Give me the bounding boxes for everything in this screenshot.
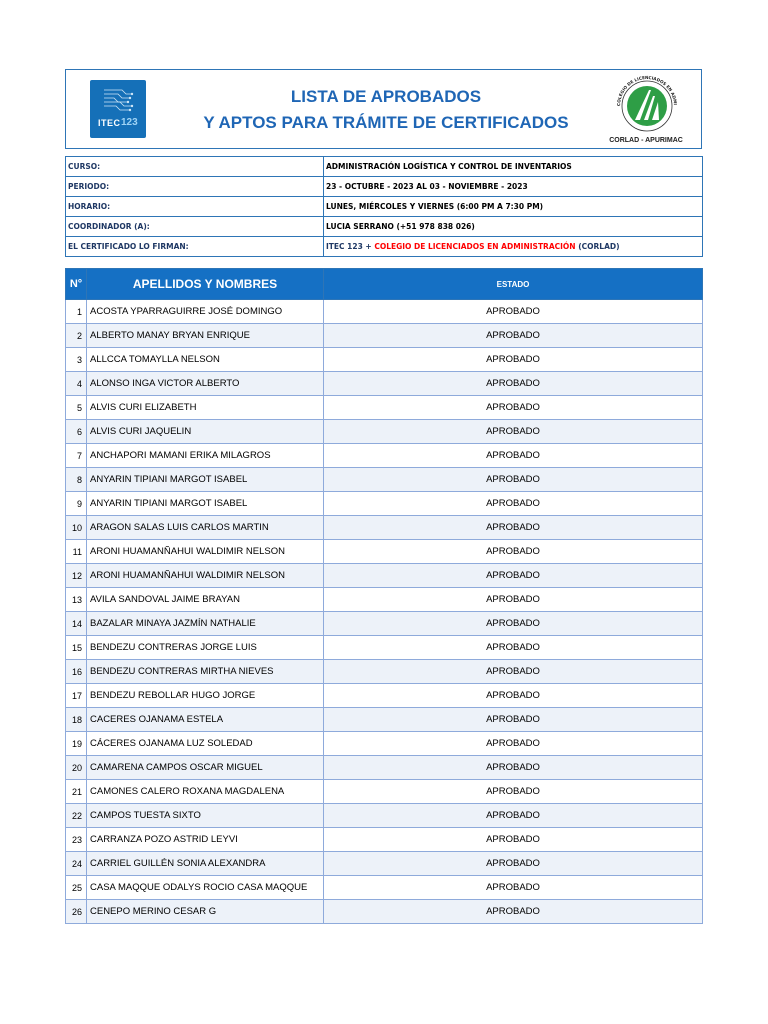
student-name: ANYARIN TIPIANI MARGOT ISABEL — [87, 492, 324, 516]
table-row — [66, 732, 703, 756]
student-status: APROBADO — [324, 564, 703, 588]
table-row — [66, 348, 703, 372]
student-name: ARONI HUAMANÑAHUI WALDIMIR NELSON — [87, 540, 324, 564]
student-name: BENDEZU REBOLLAR HUGO JORGE — [87, 684, 324, 708]
table-row — [66, 324, 703, 348]
column-header-number: N° — [66, 269, 87, 300]
info-value: LUCIA SERRANO (+51 978 838 026) — [324, 217, 703, 237]
table-row — [66, 780, 703, 804]
row-number: 3 — [66, 348, 87, 372]
row-number: 5 — [66, 396, 87, 420]
student-status: APROBADO — [324, 900, 703, 924]
row-number: 20 — [66, 756, 87, 780]
row-number: 13 — [66, 588, 87, 612]
student-status: APROBADO — [324, 780, 703, 804]
info-label: HORARIO: — [66, 197, 324, 217]
row-number: 25 — [66, 876, 87, 900]
student-name: ACOSTA YPARRAGUIRRE JOSÉ DOMINGO — [87, 300, 324, 324]
info-row-coordinator — [66, 217, 703, 237]
student-status: APROBADO — [324, 612, 703, 636]
row-number: 14 — [66, 612, 87, 636]
signers-part-colegio: COLEGIO DE LICENCIADOS EN ADMINISTRACIÓN — [374, 242, 576, 251]
student-status: APROBADO — [324, 660, 703, 684]
row-number: 4 — [66, 372, 87, 396]
table-row — [66, 492, 703, 516]
table-row — [66, 540, 703, 564]
student-name: ALLCCA TOMAYLLA NELSON — [87, 348, 324, 372]
table-row — [66, 756, 703, 780]
row-number: 10 — [66, 516, 87, 540]
student-name: CARRANZA POZO ASTRID LEYVI — [87, 828, 324, 852]
info-label: COORDINADOR (A): — [66, 217, 324, 237]
table-row — [66, 684, 703, 708]
corlad-label: CORLAD - APURIMAC — [609, 137, 683, 144]
student-status: APROBADO — [324, 516, 703, 540]
table-row — [66, 852, 703, 876]
row-number: 7 — [66, 444, 87, 468]
row-number: 6 — [66, 420, 87, 444]
student-status: APROBADO — [324, 636, 703, 660]
document-header — [65, 69, 702, 149]
signers-value — [324, 237, 703, 257]
info-row-schedule — [66, 197, 703, 217]
row-number: 2 — [66, 324, 87, 348]
table-row — [66, 828, 703, 852]
table-row — [66, 516, 703, 540]
row-number: 26 — [66, 900, 87, 924]
document-title-line1: LISTA DE APROBADOS — [290, 87, 482, 106]
row-number: 1 — [66, 300, 87, 324]
table-header-row — [66, 269, 703, 300]
itec-logo-graphic — [100, 86, 136, 114]
info-label: PERIODO: — [66, 177, 324, 197]
row-number: 12 — [66, 564, 87, 588]
student-name: BENDEZU CONTRERAS JORGE LUIS — [87, 636, 324, 660]
student-name: CARRIEL GUILLÉN SONIA ALEXANDRA — [87, 852, 324, 876]
info-value: ADMINISTRACIÓN LOGÍSTICA Y CONTROL DE INVENTARIOS — [324, 157, 703, 177]
row-number: 8 — [66, 468, 87, 492]
row-number: 17 — [66, 684, 87, 708]
table-row — [66, 468, 703, 492]
row-number: 23 — [66, 828, 87, 852]
student-name: CAMONES CALERO ROXANA MAGDALENA — [87, 780, 324, 804]
student-status: APROBADO — [324, 876, 703, 900]
course-info-table — [65, 156, 703, 257]
student-name: ALBERTO MANAY BRYAN ENRIQUE — [87, 324, 324, 348]
student-status: APROBADO — [324, 684, 703, 708]
row-number: 19 — [66, 732, 87, 756]
student-name: ANYARIN TIPIANI MARGOT ISABEL — [87, 468, 324, 492]
student-name: ALVIS CURI ELIZABETH — [87, 396, 324, 420]
student-name: CENEPO MERINO CESAR G — [87, 900, 324, 924]
student-status: APROBADO — [324, 540, 703, 564]
student-name: CAMPOS TUESTA SIXTO — [87, 804, 324, 828]
info-label: EL CERTIFICADO LO FIRMAN: — [66, 237, 324, 257]
student-name: ARAGON SALAS LUIS CARLOS MARTIN — [87, 516, 324, 540]
student-status: APROBADO — [324, 372, 703, 396]
info-row-period — [66, 177, 703, 197]
student-status: APROBADO — [324, 852, 703, 876]
student-status: APROBADO — [324, 492, 703, 516]
student-status: APROBADO — [324, 444, 703, 468]
row-number: 15 — [66, 636, 87, 660]
table-row — [66, 660, 703, 684]
info-value: LUNES, MIÉRCOLES Y VIERNES (6:00 PM A 7:30 PM) — [324, 197, 703, 217]
table-row — [66, 300, 703, 324]
table-row — [66, 420, 703, 444]
student-name: ARONI HUAMANÑAHUI WALDIMIR NELSON — [87, 564, 324, 588]
info-row-signers — [66, 237, 703, 257]
row-number: 24 — [66, 852, 87, 876]
itec-logo — [90, 80, 146, 138]
student-name: CACERES OJANAMA ESTELA — [87, 708, 324, 732]
info-row-course — [66, 157, 703, 177]
table-row — [66, 876, 703, 900]
table-body — [66, 300, 703, 924]
student-name: ALVIS CURI JAQUELIN — [87, 420, 324, 444]
table-row — [66, 372, 703, 396]
table-row — [66, 444, 703, 468]
document-title-line2: Y APTOS PARA TRÁMITE DE CERTIFICADOS — [203, 113, 569, 132]
student-status: APROBADO — [324, 324, 703, 348]
student-status: APROBADO — [324, 468, 703, 492]
info-value: 23 - OCTUBRE - 2023 AL 03 - NOVIEMBRE - 2023 — [324, 177, 703, 197]
student-name: BAZALAR MINAYA JAZMÍN NATHALIE — [87, 612, 324, 636]
student-status: APROBADO — [324, 756, 703, 780]
student-status: APROBADO — [324, 708, 703, 732]
table-row — [66, 396, 703, 420]
student-name: AVILA SANDOVAL JAIME BRAYAN — [87, 588, 324, 612]
row-number: 22 — [66, 804, 87, 828]
row-number: 11 — [66, 540, 87, 564]
column-header-name: APELLIDOS Y NOMBRES — [87, 269, 324, 300]
student-name: CASA MAQQUE ODALYS ROCIO CASA MAQQUE — [87, 876, 324, 900]
student-status: APROBADO — [324, 828, 703, 852]
student-name: ANCHAPORI MAMANI ERIKA MILAGROS — [87, 444, 324, 468]
table-row — [66, 636, 703, 660]
student-name: CAMARENA CAMPOS OSCAR MIGUEL — [87, 756, 324, 780]
signers-part-corlad: (CORLAD) — [575, 242, 620, 251]
row-number: 21 — [66, 780, 87, 804]
approved-students-table — [65, 268, 703, 924]
student-name: ALONSO INGA VICTOR ALBERTO — [87, 372, 324, 396]
table-row — [66, 804, 703, 828]
student-status: APROBADO — [324, 732, 703, 756]
table-row — [66, 900, 703, 924]
itec-logo-text: ITEC — [98, 118, 121, 128]
corlad-seal-icon — [606, 72, 688, 132]
info-label: CURSO: — [66, 157, 324, 177]
student-status: APROBADO — [324, 300, 703, 324]
student-status: APROBADO — [324, 348, 703, 372]
corlad-seal-arc-text: COLEGIO DE LICENCIADOS EN ADMI — [615, 74, 678, 107]
row-number: 18 — [66, 708, 87, 732]
itec-logo-number: 123 — [121, 117, 138, 128]
table-row — [66, 588, 703, 612]
signers-part-itec: ITEC 123 + — [326, 242, 375, 251]
table-row — [66, 612, 703, 636]
student-status: APROBADO — [324, 396, 703, 420]
student-status: APROBADO — [324, 420, 703, 444]
student-status: APROBADO — [324, 588, 703, 612]
table-row — [66, 564, 703, 588]
student-status: APROBADO — [324, 804, 703, 828]
row-number: 16 — [66, 660, 87, 684]
student-name: CÁCERES OJANAMA LUZ SOLEDAD — [87, 732, 324, 756]
student-name: BENDEZU CONTRERAS MIRTHA NIEVES — [87, 660, 324, 684]
column-header-state: ESTADO — [324, 269, 703, 300]
row-number: 9 — [66, 492, 87, 516]
table-row — [66, 708, 703, 732]
